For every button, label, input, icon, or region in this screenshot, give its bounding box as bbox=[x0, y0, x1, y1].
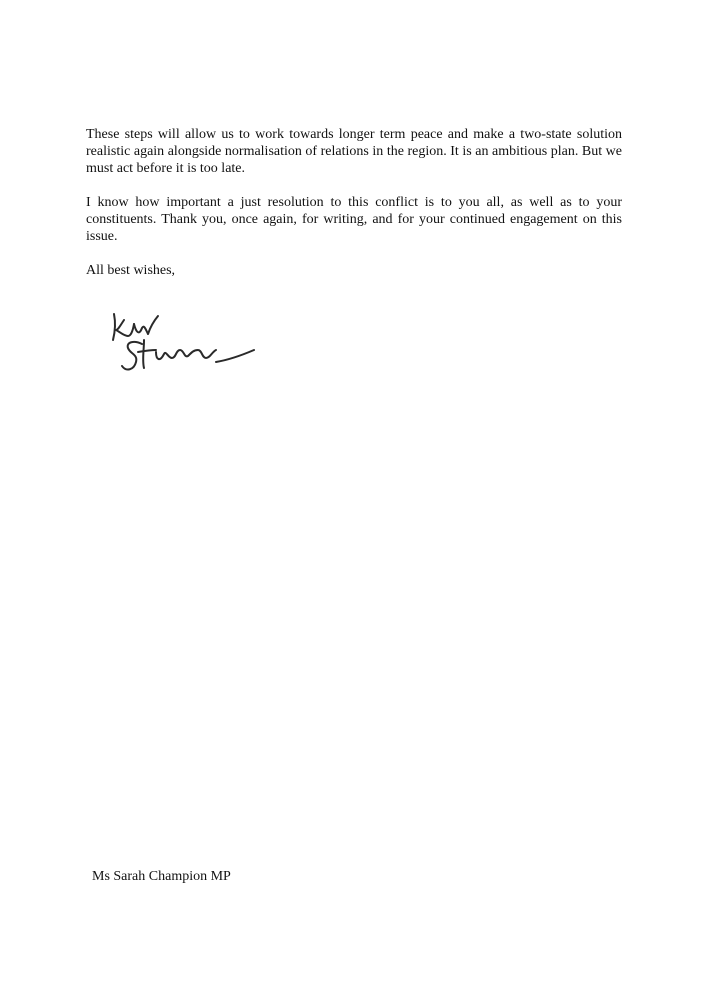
handwritten-signature bbox=[104, 300, 264, 390]
letter-closing: All best wishes, bbox=[86, 263, 176, 278]
letter-body bbox=[86, 126, 622, 279]
letter-paragraph-1: These steps will allow us to work towards longer term peace and make a two-state solution realistic again alongside normalisation of relations in the region. It is an ambitious plan. But we must act before it is too late. bbox=[86, 127, 622, 176]
recipient-name: Ms Sarah Champion MP bbox=[92, 869, 231, 884]
letter-paragraph-2: I know how important a just resolution to this conflict is to you all, as well as to your constituents. Thank you, once again, for writing, and for your continued engagement on this issue. bbox=[86, 195, 622, 244]
signature-drawing bbox=[104, 300, 264, 390]
